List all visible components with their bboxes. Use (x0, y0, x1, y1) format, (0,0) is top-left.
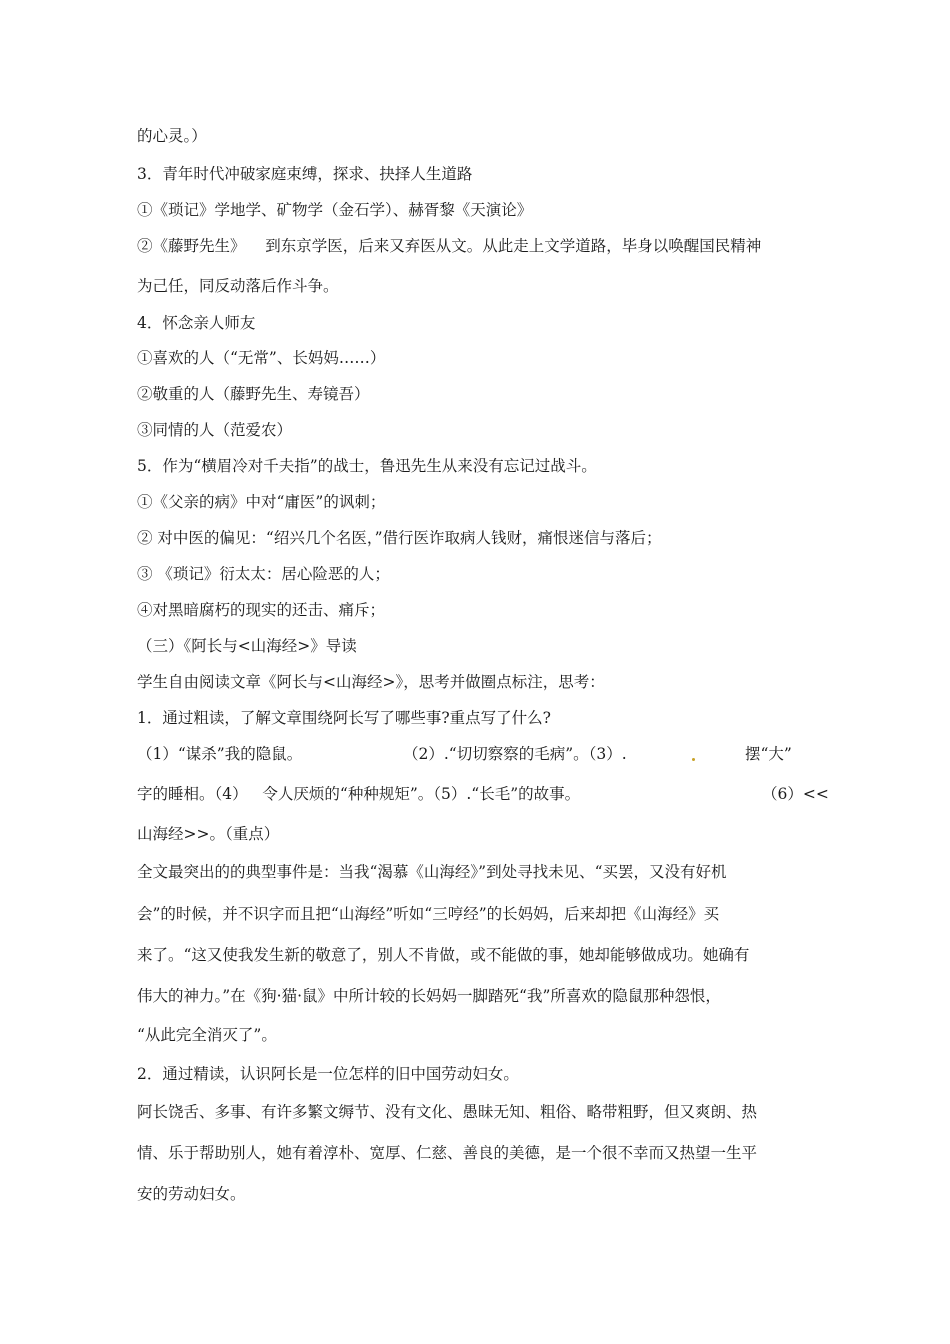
text-line: 的心灵。） (137, 127, 207, 145)
list-item-3-cont: 摆“大” (745, 745, 792, 763)
text-line: ④对黑暗腐朽的现实的还击、痛斥； (137, 601, 386, 619)
text-line: ①喜欢的人（“无常”、长妈妈……） (137, 349, 386, 367)
paragraph-line: 来了。“这又使我发生新的敬意了，别人不肯做，或不能做的事，她却能够做成功。她确有 (137, 946, 750, 964)
paragraph-line: 阿长饶舌、多事、有许多繁文缛节、没有文化、愚昧无知、粗俗、略带粗野，但又爽朗、热 (137, 1103, 758, 1121)
section-heading-4: 4．怀念亲人师友 (137, 314, 256, 332)
list-item-4-5: 字的睡相。（4） 令人厌烦的“种种规矩”。（5）.“长毛”的故事。 (137, 785, 581, 803)
question-1: 1．通过粗读，了解文章围绕阿长写了哪些事?重点写了什么? (137, 709, 551, 727)
text-line: ②《藤野先生》 到东京学医，后来又弃医从文。从此走上文学道路，毕身以唤醒国民精神 (137, 237, 762, 255)
section-heading-5: 5．作为“横眉冷对千夫指”的战士，鲁迅先生从来没有忘记过战斗。 (137, 457, 597, 475)
text-line: 山海经>>。（重点） (137, 825, 280, 843)
text-line: ③ 《琐记》衍太太：居心险恶的人； (137, 565, 390, 583)
list-item-1: （1）“谋杀”我的隐鼠。 (137, 745, 303, 763)
paragraph-line: 伟大的神力。”在《狗·猫·鼠》中所计较的长妈妈一脚踏死“我”所喜欢的隐鼠那种怨恨， (137, 987, 721, 1005)
text-line: ①《琐记》学地学、矿物学（金石学）、赫胥黎《天演论》 (137, 201, 533, 219)
paragraph-line: 安的劳动妇女。 (137, 1185, 246, 1203)
text-line: ② 对中医的偏见：“绍兴几个名医，”借行医诈取病人钱财，痛恨迷信与落后； (137, 529, 662, 547)
paragraph-line: “从此完全消灭了”。 (137, 1026, 277, 1044)
text-line: 为己任，同反动落后作斗争。 (137, 277, 339, 295)
section-heading-3: 3．青年时代冲破家庭束缚，探求、抉择人生道路 (137, 165, 473, 183)
paragraph-line: 情、乐于帮助别人，她有着淳朴、宽厚、仁慈、善良的美德，是一个很不幸而又热望一生平 (137, 1144, 758, 1162)
question-2: 2．通过精读，认识阿长是一位怎样的旧中国劳动妇女。 (137, 1065, 519, 1083)
text-line: ①《父亲的病》中对“庸医”的讽刺； (137, 493, 386, 511)
paragraph-line: 全文最突出的的典型事件是：当我“渴慕《山海经》”到处寻找未见、“买罢，又没有好机 (137, 863, 727, 881)
text-line: 学生自由阅读文章《阿长与<山海经>》，思考并做圈点标注，思考： (137, 673, 605, 691)
text-line: ③同情的人（范爱农） (137, 421, 293, 439)
text-line: ②敬重的人（藤野先生、寿镜吾） (137, 385, 370, 403)
emphasis-dot (692, 758, 695, 761)
list-item-2-3: （2）.“切切察察的毛病”。（3）. (403, 745, 627, 763)
paragraph-line: 会”的时候，并不识字而且把“山海经”听如“三哼经”的长妈妈，后来却把《山海经》买 (137, 905, 720, 923)
subsection-heading: （三）《阿长与<山海经>》导读 (137, 637, 357, 655)
list-item-6: （6）<< (762, 785, 829, 803)
